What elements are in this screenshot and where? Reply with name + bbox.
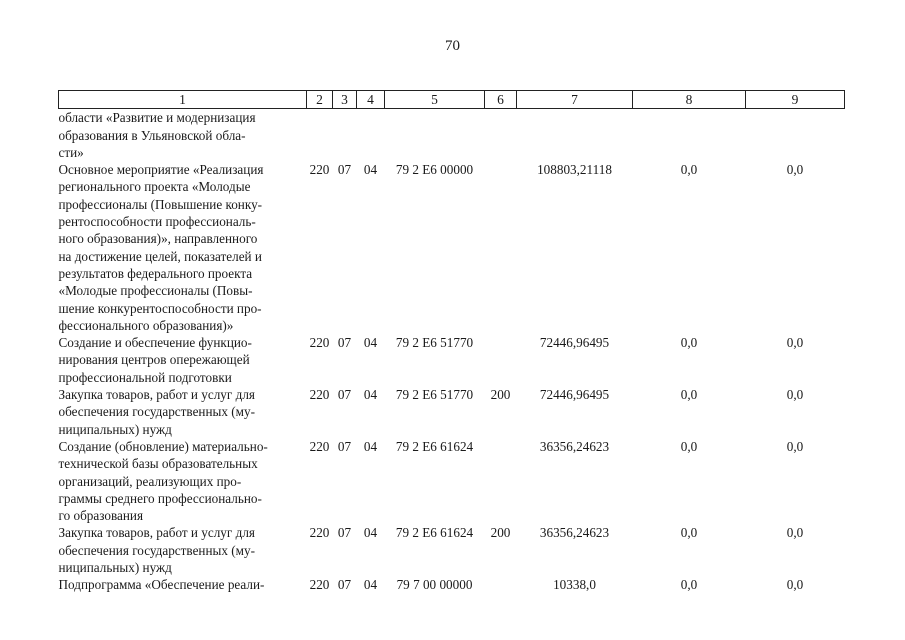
cell-section: 07 bbox=[337, 162, 352, 178]
cell-section: 07 bbox=[337, 577, 352, 593]
item-name-line: результатов федерального проекта bbox=[58, 265, 253, 281]
cell-amount-year2: 0,0 bbox=[680, 577, 698, 593]
cell-amount-year3: 0,0 bbox=[786, 335, 804, 351]
table-row bbox=[59, 109, 845, 161]
cell-amount-year2: 0,0 bbox=[680, 335, 698, 351]
item-name-line: ниципальных) нужд bbox=[58, 560, 172, 576]
cell-amount-year3: 0,0 bbox=[786, 438, 804, 454]
cell-amount-year1: 108803,21118 bbox=[537, 162, 612, 178]
cell-amount-year3: 0,0 bbox=[786, 577, 804, 593]
table-row bbox=[59, 386, 845, 438]
table-row bbox=[59, 334, 845, 386]
cell-amount-year1: 72446,96495 bbox=[539, 335, 610, 351]
item-name-line: граммы среднего профессионально- bbox=[58, 490, 262, 506]
cell-amount-year3: 0,0 bbox=[786, 525, 804, 541]
cell-amount-year3 bbox=[746, 109, 845, 161]
cell-target-article bbox=[385, 109, 485, 161]
cell-item-name bbox=[59, 576, 307, 593]
table-row bbox=[59, 576, 845, 593]
cell-expense-type: 200 bbox=[490, 525, 511, 541]
cell-target-article: 79 2 E6 51770 bbox=[395, 335, 474, 351]
cell-subsection: 04 bbox=[363, 387, 378, 403]
budget-table bbox=[58, 90, 845, 594]
cell-subsection: 04 bbox=[363, 335, 378, 351]
cell-subsection: 04 bbox=[363, 577, 378, 593]
cell-amount-year3: 0,0 bbox=[786, 162, 804, 178]
item-name-line: ного образования)», направленного bbox=[58, 231, 258, 247]
item-name-line: образования в Ульяновской обла- bbox=[58, 127, 246, 143]
cell-code-admin: 220 bbox=[309, 438, 330, 454]
cell-code-admin: 220 bbox=[309, 577, 330, 593]
table-row bbox=[59, 438, 845, 524]
cell-code-admin: 220 bbox=[309, 162, 330, 178]
cell-amount-year1: 36356,24623 bbox=[539, 525, 610, 541]
cell-expense-type bbox=[485, 109, 517, 161]
cell-expense-type bbox=[485, 161, 517, 334]
item-name-line: ниципальных) нужд bbox=[58, 421, 172, 437]
item-name-line: Создание и обеспечение функцио- bbox=[58, 335, 252, 351]
cell-item-name bbox=[59, 161, 307, 334]
cell-subsection: 04 bbox=[363, 162, 378, 178]
cell-target-article: 79 2 E6 61624 bbox=[395, 525, 474, 541]
cell-item-name bbox=[59, 438, 307, 524]
column-header-2: 2 bbox=[307, 91, 333, 109]
cell-section: 07 bbox=[337, 387, 352, 403]
cell-item-name bbox=[59, 109, 307, 161]
item-name-line: «Молодые профессионалы (Повы- bbox=[58, 283, 253, 299]
cell-target-article: 79 7 00 00000 bbox=[396, 577, 473, 593]
column-header-7: 7 bbox=[517, 91, 633, 109]
item-name-line: сти» bbox=[58, 144, 84, 160]
column-header-4: 4 bbox=[357, 91, 385, 109]
cell-amount-year2: 0,0 bbox=[680, 387, 698, 403]
cell-amount-year2: 0,0 bbox=[680, 162, 698, 178]
cell-code-admin bbox=[307, 109, 333, 161]
cell-subsection: 04 bbox=[363, 438, 378, 454]
column-header-3: 3 bbox=[333, 91, 357, 109]
cell-expense-type bbox=[485, 334, 517, 386]
item-name-line: технической базы образовательных bbox=[58, 456, 258, 472]
cell-amount-year1 bbox=[517, 109, 633, 161]
header-row bbox=[59, 91, 845, 109]
item-name-line: на достижение целей, показателей и bbox=[58, 248, 262, 264]
cell-amount-year1: 36356,24623 bbox=[539, 438, 610, 454]
column-header-9: 9 bbox=[746, 91, 845, 109]
item-name-line: области «Развитие и модернизация bbox=[58, 110, 256, 126]
item-name-line: Закупка товаров, работ и услуг для bbox=[58, 387, 255, 403]
column-header-1: 1 bbox=[59, 91, 307, 109]
item-name-line: фессионального образования)» bbox=[58, 317, 234, 333]
item-name-line: профессионалы (Повышение конку- bbox=[58, 196, 263, 212]
cell-section bbox=[333, 109, 357, 161]
item-name-line: рентоспособности профессиональ- bbox=[58, 214, 256, 230]
cell-section: 07 bbox=[337, 335, 352, 351]
cell-subsection bbox=[357, 109, 385, 161]
cell-expense-type bbox=[485, 576, 517, 593]
cell-subsection: 04 bbox=[363, 525, 378, 541]
column-header-6: 6 bbox=[485, 91, 517, 109]
cell-expense-type bbox=[485, 438, 517, 524]
cell-section: 07 bbox=[337, 438, 352, 454]
item-name-line: Закупка товаров, работ и услуг для bbox=[58, 525, 255, 541]
item-name-line: Создание (обновление) материально- bbox=[58, 438, 268, 454]
item-name-line: Основное мероприятие «Реализация bbox=[58, 162, 264, 178]
item-name-line: Подпрограмма «Обеспечение реали- bbox=[58, 577, 265, 593]
cell-item-name bbox=[59, 334, 307, 386]
cell-amount-year2: 0,0 bbox=[680, 438, 698, 454]
cell-amount-year2: 0,0 bbox=[680, 525, 698, 541]
item-name-line: регионального проекта «Молодые bbox=[58, 179, 251, 195]
cell-item-name bbox=[59, 524, 307, 576]
cell-code-admin: 220 bbox=[309, 335, 330, 351]
item-name-line: профессиональной подготовки bbox=[58, 369, 232, 385]
item-name-line: нирования центров опережающей bbox=[58, 352, 250, 368]
cell-amount-year2 bbox=[633, 109, 746, 161]
item-name-line: шение конкурентоспособности про- bbox=[58, 300, 262, 316]
table-body bbox=[59, 109, 845, 594]
item-name-line: го образования bbox=[58, 508, 144, 524]
cell-amount-year3: 0,0 bbox=[786, 387, 804, 403]
cell-target-article: 79 2 E6 51770 bbox=[395, 387, 474, 403]
item-name-line: обеспечения государственных (му- bbox=[58, 404, 256, 420]
item-name-line: организаций, реализующих про- bbox=[58, 473, 242, 489]
cell-section: 07 bbox=[337, 525, 352, 541]
cell-target-article: 79 2 E6 61624 bbox=[395, 438, 474, 454]
cell-amount-year1: 72446,96495 bbox=[539, 387, 610, 403]
cell-amount-year1: 10338,0 bbox=[553, 577, 596, 593]
cell-target-article: 79 2 E6 00000 bbox=[395, 162, 474, 178]
table-row bbox=[59, 524, 845, 576]
cell-code-admin: 220 bbox=[309, 387, 330, 403]
cell-expense-type: 200 bbox=[490, 387, 511, 403]
page-number: 70 bbox=[445, 38, 460, 54]
column-header-8: 8 bbox=[633, 91, 746, 109]
cell-code-admin: 220 bbox=[309, 525, 330, 541]
column-header-5: 5 bbox=[385, 91, 485, 109]
item-name-line: обеспечения государственных (му- bbox=[58, 542, 256, 558]
table-row bbox=[59, 161, 845, 334]
cell-item-name bbox=[59, 386, 307, 438]
